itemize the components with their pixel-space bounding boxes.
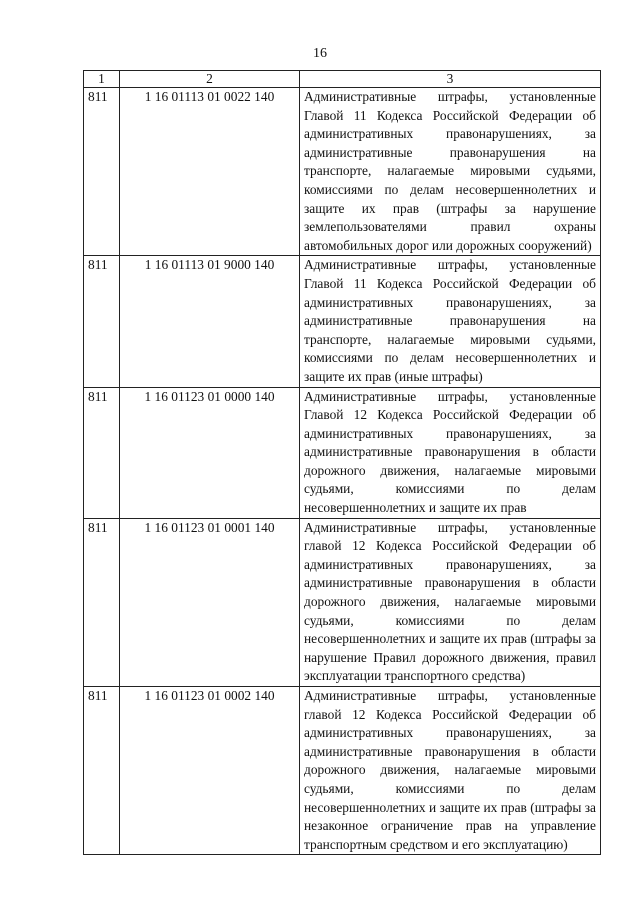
table-row — [84, 518, 601, 686]
description-cell: Административные штрафы, установленные главой 12 Кодекса Российской Федерации об административных правонарушениях, за административные правонарушения в области дорожного движения, налагаемые мировыми судьями, комиссиями по делам несовершеннолетних и защите их прав (штрафы за незаконное ограничение прав на управление транспортным средством и его эксплуатацию) — [300, 687, 601, 855]
table-header-row — [84, 71, 601, 88]
budget-code-cell: 1 16 01123 01 0001 140 — [120, 518, 300, 686]
column-header-1: 1 — [84, 71, 120, 88]
admin-code-cell: 811 — [84, 687, 120, 855]
admin-code-cell: 811 — [84, 88, 120, 256]
column-header-3: 3 — [300, 71, 601, 88]
budget-code-cell: 1 16 01113 01 9000 140 — [120, 256, 300, 387]
description-cell: Административные штрафы, установленные главой 12 Кодекса Российской Федерации об административных правонарушениях, за административные правонарушения в области дорожного движения, налагаемые мировыми судьями, комиссиями по делам несовершеннолетних и защите их прав (штрафы за нарушение Правил дорожного движения, правил эксплуатации транспортного средства) — [300, 518, 601, 686]
admin-code-cell: 811 — [84, 387, 120, 518]
description-cell: Административные штрафы, установленные Главой 12 Кодекса Российской Федерации об административных правонарушениях, за административные правонарушения в области дорожного движения, налагаемые мировыми судьями, комиссиями по делам несовершеннолетних и защите их прав — [300, 387, 601, 518]
table-row — [84, 256, 601, 387]
column-header-2: 2 — [120, 71, 300, 88]
admin-code-cell: 811 — [84, 518, 120, 686]
table-row — [84, 687, 601, 855]
revenue-codes-table — [83, 70, 601, 855]
budget-code-cell: 1 16 01113 01 0022 140 — [120, 88, 300, 256]
admin-code-cell: 811 — [84, 256, 120, 387]
table-row — [84, 387, 601, 518]
description-cell: Административные штрафы, установленные Главой 11 Кодекса Российской Федерации об административных правонарушениях, за административные правонарушения на транспорте, налагаемые мировыми судьями, комиссиями по делам несовершеннолетних и защите их прав (иные штрафы) — [300, 256, 601, 387]
page-number: 16 — [313, 46, 327, 61]
budget-code-cell: 1 16 01123 01 0000 140 — [120, 387, 300, 518]
description-cell: Административные штрафы, установленные Главой 11 Кодекса Российской Федерации об административных правонарушениях, за административные правонарушения на транспорте, налагаемые мировыми судьями, комиссиями по делам несовершеннолетних и защите их прав (штрафы за нарушение землепользователями правил охраны автомобильных дорог или дорожных сооружений) — [300, 88, 601, 256]
budget-code-cell: 1 16 01123 01 0002 140 — [120, 687, 300, 855]
table-row — [84, 88, 601, 256]
